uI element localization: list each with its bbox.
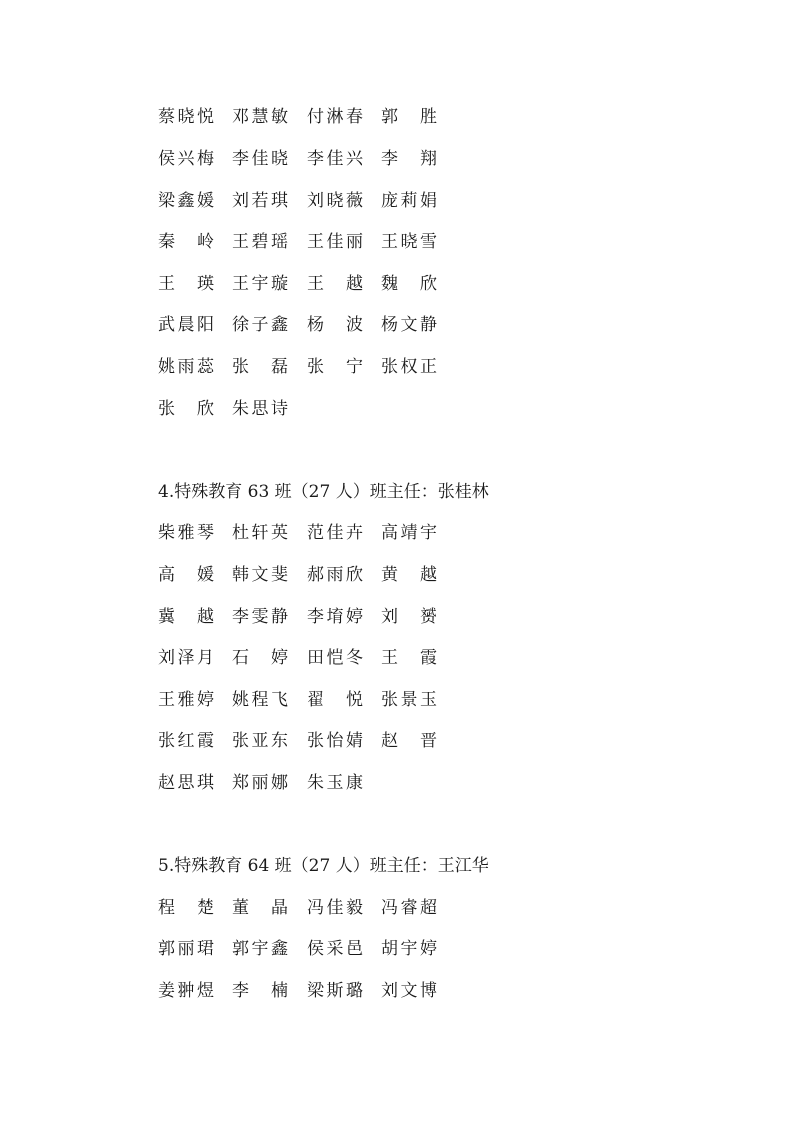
student-name: 冀 越 [158, 607, 214, 627]
student-name: 李佳晓 [232, 149, 288, 169]
student-name: 翟 悦 [307, 690, 363, 710]
student-name: 高 媛 [158, 565, 214, 585]
student-name: 胡宇婷 [381, 939, 437, 959]
student-name: 杨 波 [307, 315, 363, 335]
student-name: 梁鑫媛 [158, 191, 214, 211]
student-name: 郭丽珺 [158, 939, 214, 959]
student-name: 杜轩英 [232, 523, 288, 543]
student-name: 冯睿超 [381, 898, 437, 918]
student-name: 刘文博 [381, 981, 437, 1001]
student-name: 赵 晋 [381, 731, 437, 751]
student-name: 庞莉娟 [381, 191, 437, 211]
student-name: 李堉婷 [307, 607, 363, 627]
student-name: 刘若琪 [232, 191, 288, 211]
student-name: 姚程飞 [232, 690, 288, 710]
student-name: 秦 岭 [158, 232, 214, 252]
student-name: 付淋春 [307, 107, 363, 127]
student-name: 柴雅琴 [158, 523, 214, 543]
student-name: 范佳卉 [307, 523, 363, 543]
student-name: 王宇璇 [232, 274, 288, 294]
student-name: 王 越 [307, 274, 363, 294]
student-name: 王晓雪 [381, 232, 437, 252]
student-name: 张 欣 [158, 399, 214, 419]
student-name: 王 瑛 [158, 274, 214, 294]
student-name: 武晨阳 [158, 315, 214, 335]
student-name: 张权正 [381, 357, 437, 377]
student-name: 赵思琪 [158, 773, 214, 793]
student-name: 朱思诗 [232, 399, 288, 419]
student-name: 王 霞 [381, 648, 437, 668]
student-name: 姚雨蕊 [158, 357, 214, 377]
student-name: 程 楚 [158, 898, 214, 918]
student-name: 郭宇鑫 [232, 939, 288, 959]
student-name: 王雅婷 [158, 690, 214, 710]
student-name: 郝雨欣 [307, 565, 363, 585]
student-name: 董 晶 [232, 898, 288, 918]
student-name: 李雯静 [232, 607, 288, 627]
student-name: 张景玉 [381, 690, 437, 710]
student-name: 朱玉康 [307, 773, 363, 793]
student-name: 王佳丽 [307, 232, 363, 252]
student-name: 李 楠 [232, 981, 288, 1001]
student-name: 郑丽娜 [232, 773, 288, 793]
class-63-heading: 4.特殊教育 63 班（27 人）班主任：张桂林 [158, 482, 489, 502]
student-name: 梁斯璐 [307, 981, 363, 1001]
student-name: 李 翔 [381, 149, 437, 169]
student-name: 张红霞 [158, 731, 214, 751]
student-name: 张 磊 [232, 357, 288, 377]
student-name: 张亚东 [232, 731, 288, 751]
student-name: 刘晓薇 [307, 191, 363, 211]
student-name: 侯采邑 [307, 939, 363, 959]
student-name: 姜翀煜 [158, 981, 214, 1001]
student-name: 刘泽月 [158, 648, 214, 668]
student-name: 石 婷 [232, 648, 288, 668]
student-name: 黄 越 [381, 565, 437, 585]
student-name: 张 宁 [307, 357, 363, 377]
student-name: 邓慧敏 [232, 107, 288, 127]
student-name: 刘 赟 [381, 607, 437, 627]
student-name: 侯兴梅 [158, 149, 214, 169]
student-name: 王碧瑶 [232, 232, 288, 252]
student-name: 张怡婧 [307, 731, 363, 751]
class-64-heading: 5.特殊教育 64 班（27 人）班主任：王江华 [158, 856, 489, 876]
student-name: 韩文斐 [232, 565, 288, 585]
student-name: 杨文静 [381, 315, 437, 335]
student-name: 徐子鑫 [232, 315, 288, 335]
student-name: 高靖宇 [381, 523, 437, 543]
student-name: 田恺冬 [307, 648, 363, 668]
student-name: 魏 欣 [381, 274, 437, 294]
student-name: 李佳兴 [307, 149, 363, 169]
student-name: 蔡晓悦 [158, 107, 214, 127]
student-name: 冯佳毅 [307, 898, 363, 918]
student-name: 郭 胜 [381, 107, 437, 127]
